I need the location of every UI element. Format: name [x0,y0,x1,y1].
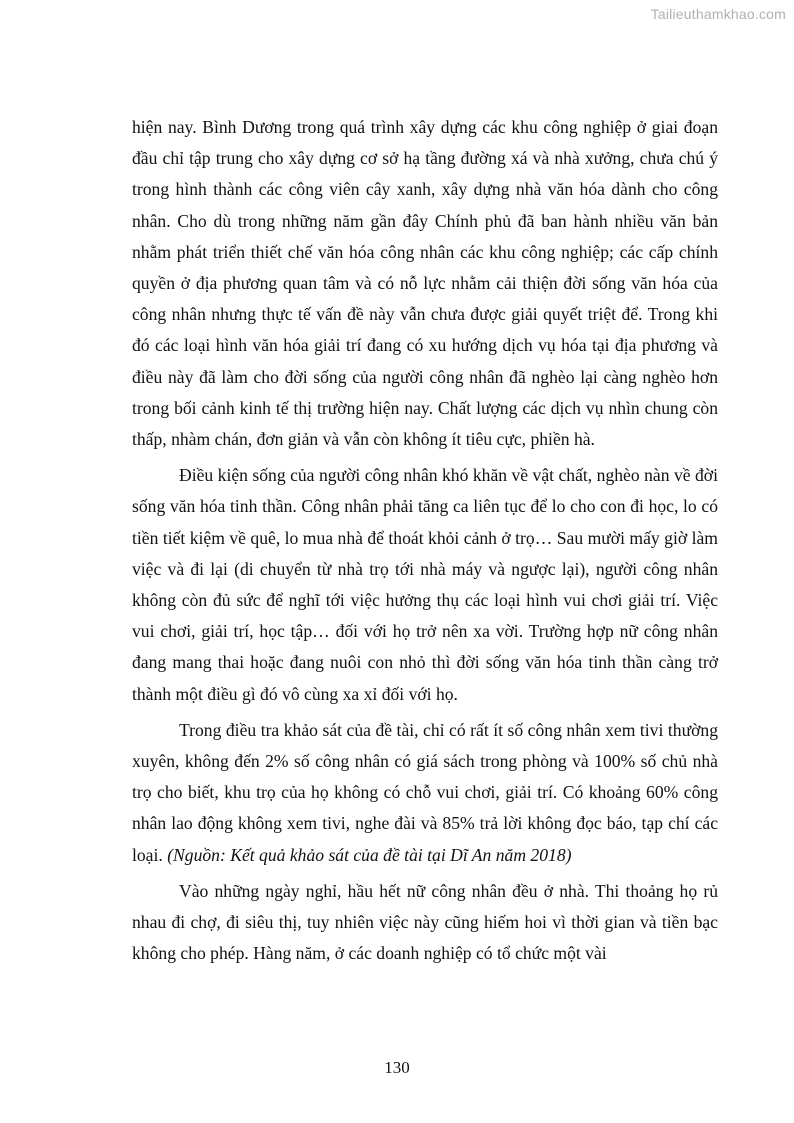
paragraph-1: hiện nay. Bình Dương trong quá trình xây dựng các khu công nghiệp ở giai đoạn đầu chỉ tập trung cho xây dựng cơ sở hạ tầng đường xá và nhà xưởng, chưa chú ý trong hình thành các công viên cây xanh, xây dựng nhà văn hóa dành cho công nhân. Cho dù trong những năm gần đây Chính phủ đã ban hành nhiều văn bản nhằm phát triển thiết chế văn hóa công nhân các khu công nghiệp; các cấp chính quyền ở địa phương quan tâm và có nỗ lực nhằm cải thiện đời sống văn hóa của công nhân nhưng thực tế vấn đề này vẫn chưa được giải quyết triệt để. Trong khi đó các loại hình văn hóa giải trí đang có xu hướng dịch vụ hóa tại địa phương và điều này đã làm cho đời sống của người công nhân đã nghèo lại càng nghèo hơn trong bối cảnh kinh tế thị trường hiện nay. Chất lượng các dịch vụ nhìn chung còn thấp, nhàm chán, đơn giản và vẫn còn không ít tiêu cực, phiền hà. [132,117,718,450]
paragraph-4: Vào những ngày nghỉ, hầu hết nữ công nhân đều ở nhà. Thi thoảng họ rủ nhau đi chợ, đi siêu thị, tuy nhiên việc này cũng hiếm hoi vì thời gian và tiền bạc không cho phép. Hàng năm, ở các doanh nghiệp có tổ chức một vài [132,880,718,964]
paragraph-3-text: Trong điều tra khảo sát của đề tài, chỉ có rất ít số công nhân xem tivi thường xuyên, không đến 2% số công nhân có giá sách trong phòng và 100% số chủ nhà trọ cho biết, khu trọ của họ không có chỗ vui chơi, giải trí. Có khoảng 60% công nhân lao động không xem tivi, nghe đài và 85% trả lời không đọc báo, tạp chí các loại. [132,719,718,865]
document-body [132,112,718,969]
watermark: Tailieuthamkhao.com [650,6,786,22]
paragraph-3 [132,715,718,871]
page-number: 130 [384,1058,410,1077]
paragraph-2: Điều kiện sống của người công nhân khó khăn về vật chất, nghèo nàn về đời sống văn hóa tinh thần. Công nhân phải tăng ca liên tục để lo cho con đi học, lo có tiền tiết kiệm về quê, lo mua nhà để thoát khỏi cảnh ở trọ… Sau mười mấy giờ làm việc và đi lại (di chuyển từ nhà trọ tới nhà máy và ngược lại), người công nhân không còn đủ sức để nghĩ tới việc hưởng thụ các loại hình vui chơi giải trí. Việc vui chơi, giải trí, học tập… đối với họ trở nên xa vời. Trường hợp nữ công nhân đang mang thai hoặc đang nuôi con nhỏ thì đời sống văn hóa tinh thần càng trở thành một điều gì đó vô cùng xa xỉ đối với họ. [132,465,718,704]
source-citation: (Nguồn: Kết quả khảo sát của đề tài tại Dĩ An năm 2018) [167,844,572,865]
